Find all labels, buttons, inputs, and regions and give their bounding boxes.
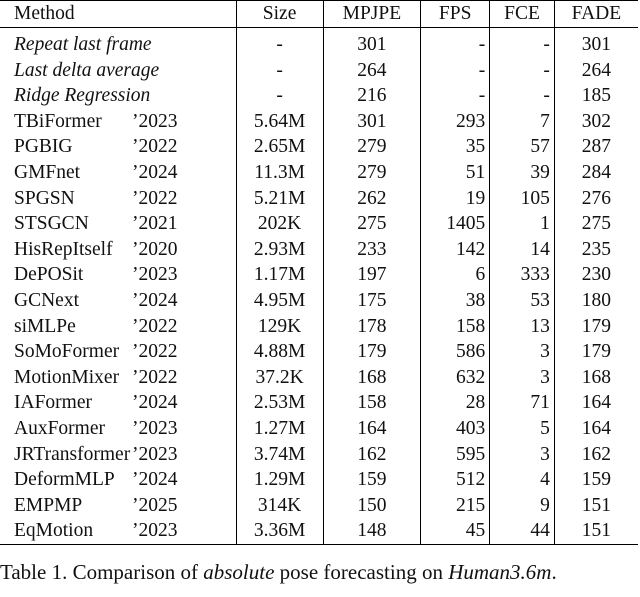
method-name: SoMoFormer [14,341,120,363]
method-year: ’2023 [132,443,178,465]
cell-fce: - [490,83,555,109]
cell-size: 202K [236,211,323,237]
cell-fade: 164 [581,392,612,414]
cell-fps: 512 [421,467,490,493]
cell-fce: 1 [490,211,555,237]
table-header-row [0,1,638,28]
cell-method [0,339,236,365]
cell-fade: 302 [581,110,612,132]
cell-fce: - [490,32,555,58]
header-fps: FPS [421,1,490,28]
method-name: Last delta average [14,59,160,81]
cell-fps: 35 [421,134,490,160]
cell-fps: 158 [421,314,490,340]
caption-emphasis-absolute: absolute [203,560,275,584]
table-body [0,28,638,545]
cell-fade: 151 [581,494,612,516]
method-name: PGBIG [14,136,73,158]
cell-fce: 5 [490,416,555,442]
table-row [0,339,638,365]
method-year: ’2022 [132,366,178,388]
method-year: ’2022 [132,341,178,363]
cell-fade: 180 [581,289,612,311]
caption-suffix: . [551,560,557,584]
baseline-row [0,83,638,109]
cell-fps: 51 [421,160,490,186]
method-year: ’2023 [132,417,178,439]
cell-method [0,365,236,391]
cell-size: 1.29M [236,467,323,493]
table-row [0,416,638,442]
method-name: Repeat last frame [14,34,152,55]
cell-size: 11.3M [236,160,323,186]
cell-fade: 301 [581,34,612,55]
method-year: ’2025 [132,494,178,516]
header-method: Method [0,1,236,28]
cell-fce: 333 [490,262,555,288]
cell-fade: 159 [581,469,612,491]
cell-method [0,467,236,493]
table-row [0,493,638,519]
method-name: AuxFormer [14,417,105,439]
cell-method [0,211,236,237]
cell-method [0,134,236,160]
method-year: ’2021 [132,213,178,235]
cell-mpjpe: 150 [323,493,420,519]
cell-mpjpe: 279 [323,160,420,186]
cell-size: 4.95M [236,288,323,314]
table-row [0,390,638,416]
cell-mpjpe: 158 [323,390,420,416]
baseline-row [0,58,638,84]
cell-fce: 4 [490,467,555,493]
table-row [0,467,638,493]
cell-fps: 38 [421,288,490,314]
cell-fce: 105 [490,186,555,212]
cell-fce: 71 [490,390,555,416]
method-name: EqMotion [14,520,94,542]
method-year: ’2020 [132,238,178,260]
method-name: GMFnet [14,161,81,183]
cell-size: 1.17M [236,262,323,288]
table-row [0,186,638,212]
cell-size: - [236,58,323,84]
method-name: IAFormer [14,392,92,414]
cell-fps: - [421,83,490,109]
cell-fade: 264 [581,59,612,81]
cell-mpjpe: 233 [323,237,420,263]
table-row [0,109,638,135]
table-row [0,262,638,288]
cell-method [0,390,236,416]
cell-fade: 276 [581,187,612,209]
cell-method [0,186,236,212]
cell-method [0,416,236,442]
cell-mpjpe: 275 [323,211,420,237]
cell-fce: 7 [490,109,555,135]
method-year: ’2024 [132,161,178,183]
cell-mpjpe: 175 [323,288,420,314]
table-caption [0,558,557,586]
cell-fps: 293 [421,109,490,135]
caption-middle: pose forecasting on [274,560,449,584]
cell-fade: 164 [581,417,612,439]
cell-fade: 287 [581,136,612,158]
cell-fps: 142 [421,237,490,263]
cell-mpjpe: 216 [323,83,420,109]
cell-size: 129K [236,314,323,340]
cell-fce: 3 [490,442,555,468]
cell-fce: 3 [490,339,555,365]
cell-method [0,262,236,288]
cell-fade: 235 [581,238,612,260]
cell-size: 2.93M [236,237,323,263]
cell-fce: 14 [490,237,555,263]
cell-size: 314K [236,493,323,519]
cell-method [0,237,236,263]
method-name: JRTransformer [14,443,131,465]
table-row [0,211,638,237]
table-row [0,518,638,544]
cell-fce: 9 [490,493,555,519]
cell-size: 3.36M [236,518,323,544]
cell-method [0,493,236,519]
cell-fce: 57 [490,134,555,160]
cell-fps: 215 [421,493,490,519]
cell-mpjpe: 159 [323,467,420,493]
cell-method [0,442,236,468]
cell-fade: 275 [581,213,612,235]
cell-fade: 151 [554,518,638,544]
caption-emphasis-dataset: Human3.6m [448,560,552,584]
method-name: DeformMLP [14,469,115,491]
cell-size: 4.88M [236,339,323,365]
cell-mpjpe: 162 [323,442,420,468]
cell-mpjpe: 178 [323,314,420,340]
cell-mpjpe: 279 [323,134,420,160]
header-fce: FCE [490,1,555,28]
cell-fce: - [490,58,555,84]
method-year: ’2023 [132,264,178,286]
method-name: TBiFormer [14,110,102,132]
cell-mpjpe: 262 [323,186,420,212]
cell-mpjpe: 264 [323,58,420,84]
method-year: ’2023 [132,110,178,132]
cell-size: - [236,32,323,58]
method-name: HisRepItself [14,238,113,260]
cell-mpjpe: 301 [323,32,420,58]
cell-method [0,160,236,186]
method-year: ’2022 [132,315,178,337]
table-row [0,237,638,263]
table-row [0,160,638,186]
cell-method [0,83,236,109]
cell-fade: 168 [581,366,612,388]
cell-mpjpe: 164 [323,416,420,442]
table-row [0,442,638,468]
cell-fps: 632 [421,365,490,391]
header-fade: FADE [554,1,638,28]
cell-fade: 162 [581,443,612,465]
cell-fade: 179 [581,315,612,337]
table-row [0,314,638,340]
header-size: Size [236,1,323,28]
cell-mpjpe: 168 [323,365,420,391]
cell-fps: 6 [421,262,490,288]
cell-fps: 45 [421,518,490,544]
cell-fps: 586 [421,339,490,365]
cell-fps: 595 [421,442,490,468]
method-year: ’2023 [132,520,178,542]
method-year: ’2024 [132,469,178,491]
cell-method [0,518,236,544]
cell-size: 2.53M [236,390,323,416]
cell-fps: 1405 [421,211,490,237]
cell-fce: 13 [490,314,555,340]
cell-fade: 284 [581,161,612,183]
cell-method [0,109,236,135]
cell-fade: 230 [581,264,612,286]
cell-fps: - [421,32,490,58]
method-year: ’2022 [132,136,178,158]
cell-mpjpe: 301 [323,109,420,135]
cell-size: 3.74M [236,442,323,468]
cell-fps: 28 [421,390,490,416]
cell-fce: 53 [490,288,555,314]
cell-size: 5.64M [236,109,323,135]
cell-fce: 44 [490,518,555,544]
table-row [0,134,638,160]
cell-method [0,314,236,340]
method-name: Ridge Regression [14,85,151,107]
cell-fps: - [421,58,490,84]
baseline-row [0,32,638,58]
cell-size: 5.21M [236,186,323,212]
cell-fade: 179 [581,341,612,363]
cell-size: 37.2K [236,365,323,391]
method-name: EMPMP [14,494,83,516]
method-name: SPGSN [14,187,75,209]
cell-fce: 3 [490,365,555,391]
method-name: DePOSit [14,264,84,286]
method-year: ’2024 [132,392,178,414]
cell-method [0,32,236,58]
method-year: ’2022 [132,187,178,209]
cell-fps: 19 [421,186,490,212]
header-mpjpe: MPJPE [323,1,420,28]
cell-method [0,288,236,314]
method-name: STSGCN [14,213,89,235]
table-row [0,288,638,314]
cell-mpjpe: 197 [323,262,420,288]
cell-fps: 403 [421,416,490,442]
method-name: GCNext [14,289,79,311]
caption-prefix: Table 1. Comparison of [0,560,204,584]
table-row [0,365,638,391]
method-name: siMLPe [14,315,76,337]
cell-fade: 185 [581,85,612,107]
cell-mpjpe: 179 [323,339,420,365]
cell-size: - [236,83,323,109]
cell-fce: 39 [490,160,555,186]
cell-size: 2.65M [236,134,323,160]
method-year: ’2024 [132,289,178,311]
cell-method [0,58,236,84]
cell-mpjpe: 148 [323,518,420,544]
method-name: MotionMixer [14,366,120,388]
cell-size: 1.27M [236,416,323,442]
